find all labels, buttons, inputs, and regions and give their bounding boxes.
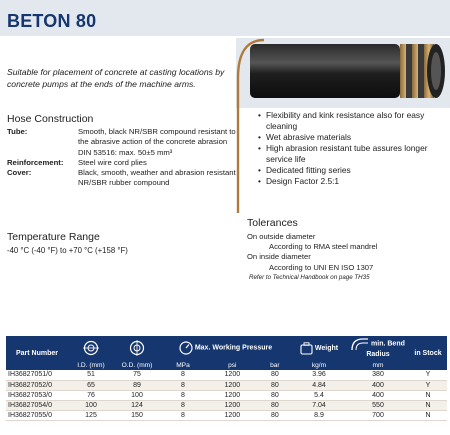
tolerance-line: On outside diameter <box>247 232 316 241</box>
inner-diameter-icon <box>83 340 99 356</box>
spec-row-reinforcement <box>7 158 242 168</box>
table-row <box>6 380 447 390</box>
tolerances-block <box>247 232 447 283</box>
unit-weight: kg/m <box>291 360 347 370</box>
cell-part: IH36827055/0 <box>6 411 68 421</box>
col-part-number: Part Number <box>6 336 68 370</box>
cell-mpa: 8 <box>160 411 206 421</box>
construction-heading: Hose Construction <box>7 113 94 125</box>
unit-bar: bar <box>259 360 291 370</box>
cell-od: 100 <box>114 390 160 400</box>
feature-item: • Wet abrasive materials <box>258 132 448 143</box>
cell-psi: 1200 <box>206 411 259 421</box>
cell-stock: N <box>409 411 447 421</box>
cell-bend: 550 <box>347 401 409 411</box>
cell-stock: N <box>409 401 447 411</box>
spec-value: Black, smooth, weather and abrasion resistant NR/SBR rubber compound <box>78 168 236 188</box>
cell-weight: 7.04 <box>291 401 347 411</box>
cell-bar: 80 <box>259 411 291 421</box>
spec-row-tube <box>7 127 242 158</box>
working-pressure-label: Max. Working Pressure <box>194 344 273 352</box>
cell-weight: 8.9 <box>291 411 347 421</box>
col-bend-radius <box>347 336 409 360</box>
col-in-stock: in Stock <box>409 336 447 370</box>
cell-weight: 3.96 <box>291 370 347 380</box>
spec-value: Smooth, black NR/SBR compound resistant to the abrasive action of the concrete abrasion DIN 53516: max. 50±5 mm³ <box>78 127 236 157</box>
unit-id: I.D. (mm) <box>68 360 114 370</box>
cell-bar: 80 <box>259 390 291 400</box>
spec-value: Steel wire cord plies <box>78 157 147 167</box>
cell-id: 65 <box>68 380 114 390</box>
cell-stock: Y <box>409 380 447 390</box>
cell-id: 125 <box>68 411 114 421</box>
spec-label: Cover: <box>7 168 32 178</box>
table-row <box>6 370 447 380</box>
outer-diameter-icon <box>129 340 145 356</box>
cell-part: IH36827051/0 <box>6 370 68 380</box>
col-weight <box>291 336 347 360</box>
cell-psi: 1200 <box>206 401 259 411</box>
cell-od: 124 <box>114 401 160 411</box>
spec-label: Tube: <box>7 127 28 136</box>
cell-bar: 80 <box>259 401 291 411</box>
cell-od: 89 <box>114 380 160 390</box>
cell-part: IH36827052/0 <box>6 380 68 390</box>
unit-od: O.D. (mm) <box>114 360 160 370</box>
cell-stock: Y <box>409 370 447 380</box>
product-title: BETON 80 <box>7 11 97 31</box>
pressure-gauge-icon <box>179 341 193 355</box>
temperature-range: -40 °C (-40 °F) to +70 °C (+158 °F) <box>7 246 128 255</box>
feature-item: • High abrasion resistant tube assures longer service life <box>258 143 448 165</box>
cell-mpa: 8 <box>160 401 206 411</box>
construction-specs <box>7 127 242 189</box>
feature-item: • Dedicated fitting series <box>258 165 448 176</box>
cell-part: IH36827053/0 <box>6 390 68 400</box>
bend-radius-label: min. Bend Radius <box>366 340 405 359</box>
cell-weight: 5.4 <box>291 390 347 400</box>
tolerance-line: On inside diameter <box>247 252 311 262</box>
col-working-pressure <box>160 336 291 360</box>
feature-list <box>258 110 448 187</box>
col-od-icon <box>114 336 160 360</box>
weight-label: Weight <box>314 344 339 352</box>
cell-bend: 400 <box>347 390 409 400</box>
cell-part: IH36827054/0 <box>6 401 68 411</box>
cell-weight: 4.84 <box>291 380 347 390</box>
weight-icon <box>300 342 313 355</box>
feature-item: • Design Factor 2.5:1 <box>258 176 448 187</box>
cell-mpa: 8 <box>160 380 206 390</box>
cell-id: 51 <box>68 370 114 380</box>
table-row <box>6 390 447 400</box>
cell-id: 76 <box>68 390 114 400</box>
cell-bar: 80 <box>259 370 291 380</box>
tolerance-line: According to RMA steel mandrel <box>269 242 378 252</box>
feature-item: • Flexibility and kink resistance also for easy cleaning <box>258 110 448 132</box>
table-row <box>6 401 447 411</box>
cell-bend: 400 <box>347 380 409 390</box>
spec-label: Reinforcement: <box>7 157 64 167</box>
table-row <box>6 411 447 421</box>
cell-id: 100 <box>68 401 114 411</box>
col-id-icon <box>68 336 114 360</box>
cell-psi: 1200 <box>206 390 259 400</box>
specs-table <box>6 336 447 421</box>
temperature-heading: Temperature Range <box>7 231 100 243</box>
cell-bar: 80 <box>259 380 291 390</box>
unit-psi: psi <box>206 360 259 370</box>
unit-bend: mm <box>347 360 409 370</box>
spec-row-cover <box>7 168 242 189</box>
cell-mpa: 8 <box>160 370 206 380</box>
product-description: Suitable for placement of concrete at casting locations by concrete pumps at the ends of the machine arms. <box>7 67 225 89</box>
product-image-panel <box>236 38 450 108</box>
cell-bend: 380 <box>347 370 409 380</box>
cell-stock: N <box>409 390 447 400</box>
unit-mpa: MPa <box>160 360 206 370</box>
cell-psi: 1200 <box>206 370 259 380</box>
cell-od: 75 <box>114 370 160 380</box>
tolerance-line: According to UNI EN ISO 1307 <box>269 262 374 272</box>
cell-psi: 1200 <box>206 380 259 390</box>
cell-bend: 700 <box>347 411 409 421</box>
tolerances-heading: Tolerances <box>247 217 298 229</box>
cell-od: 150 <box>114 411 160 421</box>
cell-mpa: 8 <box>160 390 206 400</box>
hose-image <box>236 38 450 108</box>
tolerance-note: Refer to Technical Handbook on page TH35 <box>249 273 370 281</box>
bend-radius-icon <box>351 337 369 351</box>
